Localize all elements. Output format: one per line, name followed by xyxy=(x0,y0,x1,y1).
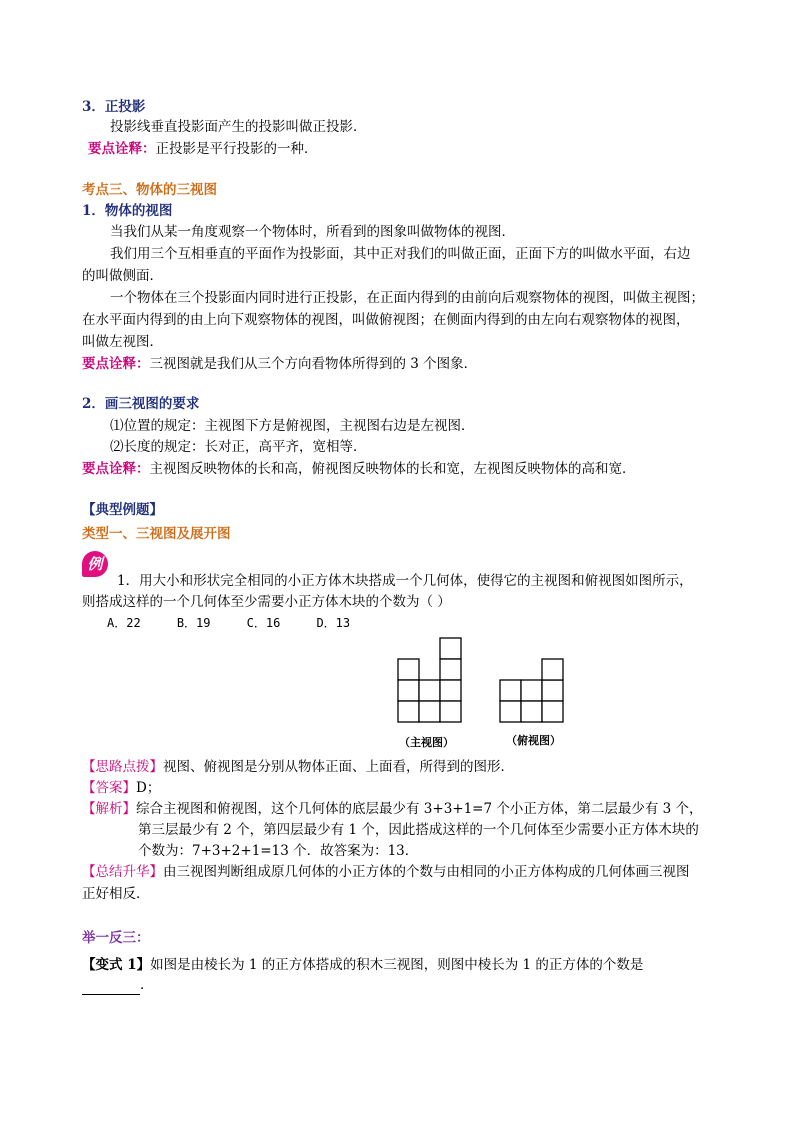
explanation-text: 第三层最少有 2 个，第四层最少有 1 个，因此搭成这样的一个几何体至少需要小正方体木块的 xyxy=(138,822,699,838)
option-a: A．22 xyxy=(107,616,141,630)
definition-text: 投影线垂直投影面产生的投影叫做正投影． xyxy=(110,119,367,135)
cube-cell xyxy=(500,701,521,722)
cube-cell xyxy=(419,701,440,722)
hint-label: 【思路点拨】 xyxy=(82,759,163,775)
cube-cell xyxy=(419,680,440,701)
paragraph: 我们用三个互相垂直的平面作为投影面，其中正对我们的叫做正面，正面下方的叫做水平面，右边 xyxy=(110,246,691,262)
cube-cell xyxy=(500,680,521,701)
cube-cell xyxy=(440,638,461,659)
note-label: 要点诠释： xyxy=(82,461,150,477)
option-c: C．16 xyxy=(246,616,281,630)
cube-cell xyxy=(440,701,461,722)
variant-text: 如图是由棱长为 1 的正方体搭成的积木三视图，则图中棱长为 1 的正方体的个数是 xyxy=(150,957,644,973)
subsection-heading: 2．画三视图的要求 xyxy=(82,396,200,412)
summary-label: 【总结升华】 xyxy=(82,864,163,880)
cube-cell xyxy=(521,680,542,701)
paragraph: 一个物体在三个投影面内同时进行正投影，在正面内得到的由前向后观察物体的视图，叫做主视图； xyxy=(110,290,704,306)
question-text: 1．用大小和形状完全相同的小正方体木块搭成一个几何体，使得它的主视图和俯视图如图所示， xyxy=(117,573,693,589)
note-text: 主视图反映物体的长和高，俯视图反映物体的长和宽，左视图反映物体的高和宽． xyxy=(149,461,636,477)
rule-item: ⑴位置的规定：主视图下方是俯视图，主视图右边是左视图． xyxy=(110,418,475,434)
explanation-text: 个数为：7+3+2+1=13 个．故答案为：13． xyxy=(138,843,419,859)
note-text: 正投影是平行投影的一种． xyxy=(155,141,318,157)
variant-question xyxy=(82,955,643,975)
option-d: D．13 xyxy=(316,616,351,630)
cube-cell xyxy=(542,680,563,701)
fill-blank[interactable] xyxy=(82,980,140,995)
point-heading: 考点三、物体的三视图 xyxy=(82,182,217,198)
variant-end: ． xyxy=(140,977,154,993)
variant-label: 【变式 1】 xyxy=(82,957,151,973)
cube-cell xyxy=(398,680,419,701)
cube-cell xyxy=(521,701,542,722)
examples-heading: 【典型例题】 xyxy=(82,502,163,518)
explanation-text: 综合主视图和俯视图，这个几何体的底层最少有 3+3+1=7 个小正方体，第二层最少有 3 个， xyxy=(136,801,703,817)
top-view-caption: （俯视图） xyxy=(506,734,561,747)
cube-cell xyxy=(398,701,419,722)
practice-heading: 举一反三： xyxy=(82,930,150,946)
option-b: B．19 xyxy=(176,616,211,630)
front-view-caption: （主视图） xyxy=(399,736,454,749)
note-label: 要点诠释： xyxy=(82,356,150,372)
answer xyxy=(82,778,160,798)
paragraph: 在水平面内得到的由上向下观察物体的视图，叫做俯视图；在侧面内得到的由左向右观察物体的视图， xyxy=(82,312,690,328)
summary-text: 正好相反． xyxy=(82,886,150,902)
answer-label: 【答案】 xyxy=(82,780,136,796)
rule-item: ⑵长度的规定：长对正，高平齐，宽相等． xyxy=(110,439,367,455)
section-heading: 3．正投影 xyxy=(82,99,146,115)
note-text: 三视图就是我们从三个方向看物体所得到的 3 个图象． xyxy=(149,356,478,372)
hint xyxy=(82,757,514,777)
explanation-label: 【解析】 xyxy=(82,801,136,817)
paragraph: 的叫做侧面． xyxy=(82,268,163,284)
cube-cell xyxy=(542,659,563,680)
explanation xyxy=(82,799,703,819)
cube-cell xyxy=(398,659,419,680)
summary-text: 由三视图判断组成原几何体的小正方体的个数与由相同的小正方体构成的几何体画三视图 xyxy=(163,864,690,880)
example-badge-icon: 例 xyxy=(82,551,108,577)
note-label: 要点诠释： xyxy=(88,141,156,157)
top-view-figure xyxy=(500,659,563,722)
paragraph: 叫做左视图． xyxy=(82,334,163,350)
type-heading: 类型一、三视图及展开图 xyxy=(82,526,231,542)
paragraph: 当我们从某一角度观察一个物体时，所看到的图象叫做物体的视图． xyxy=(110,224,515,240)
cube-cell xyxy=(440,680,461,701)
subsection-heading: 1．物体的视图 xyxy=(82,203,173,219)
cube-cell xyxy=(542,701,563,722)
answer-text: D； xyxy=(136,780,161,796)
question-text: 则搭成这样的一个几何体至少需要小正方体木块的个数为（ ） xyxy=(82,594,451,610)
answer-blank xyxy=(82,975,154,995)
hint-text: 视图、俯视图是分别从物体正面、上面看，所得到的图形． xyxy=(163,759,514,775)
summary xyxy=(82,862,690,882)
cube-cell xyxy=(440,659,461,680)
